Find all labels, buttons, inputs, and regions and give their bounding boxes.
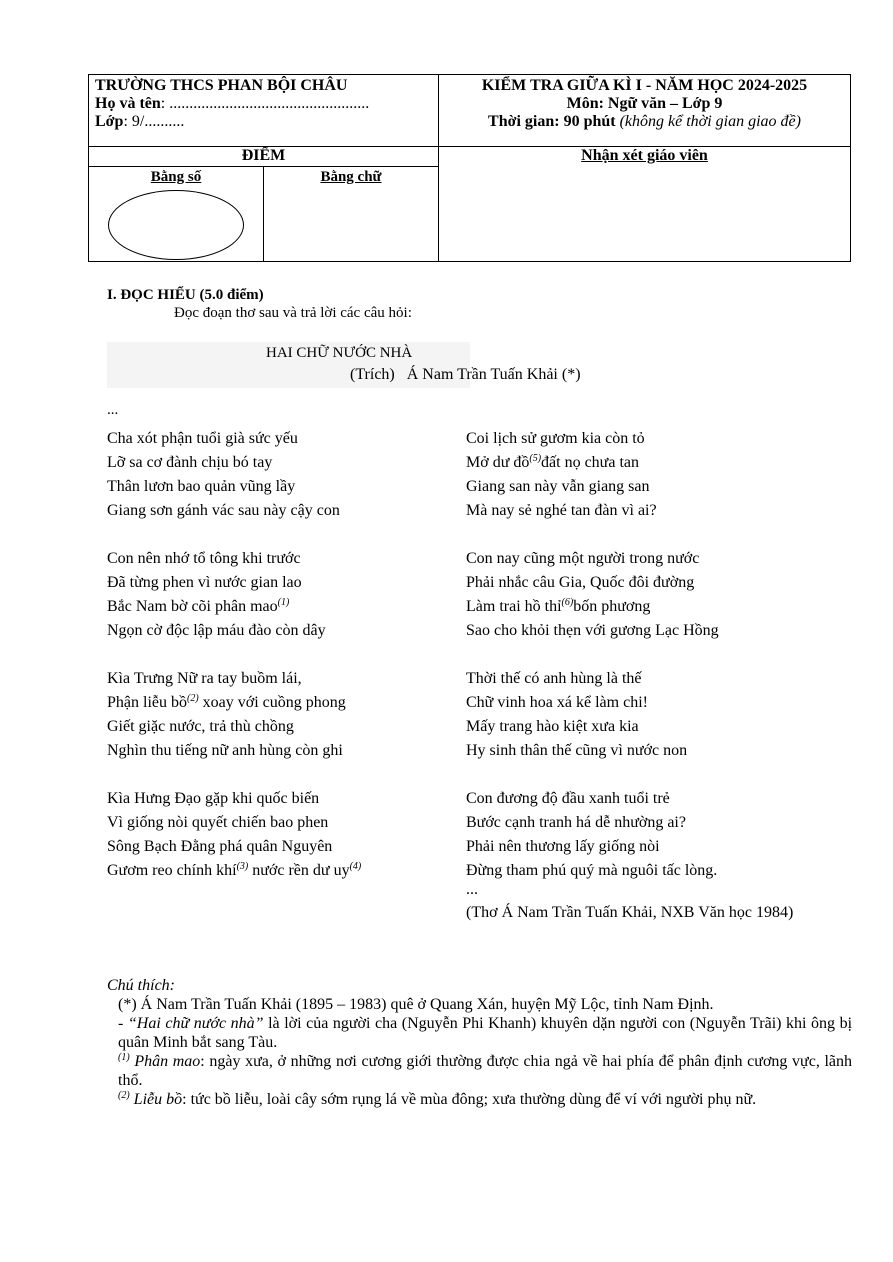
footnote-marker: (3) bbox=[236, 861, 249, 872]
section-instruction: Đọc đoạn thơ sau và trả lời các câu hỏi: bbox=[174, 305, 412, 321]
poem-line: Mà nay sẻ nghé tan đàn vì ai? bbox=[466, 502, 657, 519]
footnote-marker: (2) bbox=[118, 1090, 130, 1101]
score-words-label: Bằng chữ bbox=[320, 169, 382, 185]
exam-time-note: (không kể thời gian giao đề) bbox=[619, 113, 801, 130]
poem-line: Lỡ sa cơ đành chịu bó tay bbox=[107, 454, 273, 471]
exam-info-cell bbox=[439, 75, 851, 147]
footnote-title bbox=[107, 1014, 852, 1052]
poem-line: Ngọn cờ độc lập máu đào còn dây bbox=[107, 622, 326, 639]
poem-line bbox=[466, 595, 719, 619]
footnote-author: (*) Á Nam Trần Tuấn Khải (1895 – 1983) quê ở Quang Xán, huyện Mỹ Lộc, tỉnh Nam Định. bbox=[118, 996, 714, 1013]
footnote-term: Phân mao bbox=[129, 1053, 201, 1070]
poem-line: Phải nhắc câu Gia, Quốc đôi đường bbox=[466, 574, 695, 591]
footnote-marker: (4) bbox=[349, 861, 362, 872]
poem-line: Phải nên thương lấy giống nòi bbox=[466, 838, 660, 855]
poem-left-column bbox=[107, 427, 361, 907]
poem-stanza bbox=[107, 787, 361, 883]
poem-line: Giang san này vẫn giang san bbox=[466, 478, 650, 495]
poem-stanza bbox=[466, 667, 719, 763]
poem-stanza bbox=[107, 427, 361, 523]
exam-subject: Môn: Ngữ văn – Lớp 9 bbox=[566, 95, 723, 112]
poem-start-ellipsis: ... bbox=[107, 402, 119, 418]
teacher-comment-cell[interactable] bbox=[439, 147, 851, 262]
poem-line: Thời thế có anh hùng là thế bbox=[466, 670, 642, 687]
score-header: ĐIỂM bbox=[89, 147, 439, 167]
poem-stanza bbox=[466, 547, 719, 643]
poem-line-text: đất nọ chưa tan bbox=[541, 454, 639, 471]
poem-line: Coi lịch sử gươm kia còn tỏ bbox=[466, 430, 645, 447]
poem-stanza bbox=[107, 547, 361, 643]
poem-line: Con nay cũng một người trong nước bbox=[466, 550, 700, 567]
poem-author: (Trích) Á Nam Trần Tuấn Khải (*) bbox=[350, 366, 581, 383]
footnote-text: : tức bồ liễu, loài cây sớm rụng lá về mùa đông; xưa thường dùng để ví với người phụ nữ. bbox=[182, 1091, 757, 1108]
student-class-field[interactable]: : 9/.......... bbox=[123, 113, 185, 130]
poem-end-ellipsis: ... bbox=[466, 881, 478, 898]
poem-right-column bbox=[466, 427, 719, 897]
footnote-poem-title: “Hai chữ nước nhà” bbox=[127, 1015, 264, 1032]
poem-line-text: Bắc Nam bờ cõi phân mao bbox=[107, 598, 278, 615]
score-number-cell[interactable] bbox=[89, 167, 264, 262]
poem-line: Giết giặc nước, trả thù chồng bbox=[107, 718, 294, 735]
footnote-text: : ngày xưa, ở những nơi cương giới thường được chia ngả về hai phía để phân định cương vực, lãnh thổ. bbox=[118, 1053, 852, 1089]
poem-line-text: nước rền dư uy bbox=[248, 862, 350, 879]
poem-line: Chữ vinh hoa xá kể làm chi! bbox=[466, 694, 648, 711]
poem-line-text: Gươm reo chính khí bbox=[107, 862, 237, 879]
poem-line-text: Phận liễu bồ bbox=[107, 694, 187, 711]
footnote-dash: - bbox=[118, 1015, 128, 1032]
school-info-cell bbox=[89, 75, 439, 147]
footnote-marker: (2) bbox=[187, 693, 199, 704]
student-name-label: Họ và tên bbox=[95, 95, 161, 112]
teacher-comment-label: Nhận xét giáo viên bbox=[581, 147, 708, 164]
poem-line: Đừng tham phú quý mà nguôi tấc lòng. bbox=[466, 862, 718, 879]
score-words-cell[interactable] bbox=[264, 167, 439, 262]
footnote-marker: (1) bbox=[118, 1052, 130, 1063]
footnote-2 bbox=[107, 1090, 852, 1109]
poem-line: Hy sinh thân thế cũng vì nước non bbox=[466, 742, 688, 759]
poem-line bbox=[107, 859, 361, 883]
footnotes bbox=[107, 976, 852, 1109]
footnote-1 bbox=[107, 1052, 852, 1090]
poem-line: Bước cạnh tranh há dễ nhường ai? bbox=[466, 814, 686, 831]
footnote-marker: (6) bbox=[561, 597, 574, 608]
score-oval[interactable] bbox=[108, 190, 244, 260]
poem-line: Nghìn thu tiếng nữ anh hùng còn ghi bbox=[107, 742, 343, 759]
poem-line bbox=[107, 691, 361, 715]
score-number-label: Bằng số bbox=[150, 169, 202, 185]
poem-line-text: bốn phương bbox=[573, 598, 651, 615]
poem-line: Mấy trang hào kiệt xưa kia bbox=[466, 718, 639, 735]
poem-line: Sông Bạch Đằng phá quân Nguyên bbox=[107, 838, 333, 855]
poem-line: Con nên nhớ tổ tông khi trước bbox=[107, 550, 301, 567]
poem-line: Đã từng phen vì nước gian lao bbox=[107, 574, 302, 591]
poem-line: Kìa Trưng Nữ ra tay buồm lái, bbox=[107, 670, 302, 687]
footnote-title-text: là lời của người cha (Nguyễn Phi Khanh) khuyên dặn người con (Nguyễn Trãi) khi ông bị quân Minh bắt sang Tàu. bbox=[118, 1015, 853, 1051]
poem-line: Cha xót phận tuổi già sức yếu bbox=[107, 430, 298, 447]
poem-line-text: xoay với cuồng phong bbox=[198, 694, 346, 711]
student-name-field[interactable]: : .................................................. bbox=[160, 95, 370, 112]
exam-title: KIỂM TRA GIỮA KÌ I - NĂM HỌC 2024-2025 bbox=[481, 77, 808, 94]
footnote-marker: (5) bbox=[529, 453, 542, 464]
poem-line bbox=[107, 595, 361, 619]
poem-source: (Thơ Á Nam Trần Tuấn Khải, NXB Văn học 1984) bbox=[466, 904, 794, 921]
footnotes-heading: Chú thích: bbox=[107, 977, 175, 994]
poem-line-text: Mở dư đồ bbox=[466, 454, 530, 471]
student-name-row bbox=[95, 95, 432, 113]
poem-line: Thân lươn bao quản vũng lầy bbox=[107, 478, 296, 495]
poem-line: Giang sơn gánh vác sau này cậy con bbox=[107, 502, 340, 519]
section-title: I. ĐỌC HIỂU (5.0 điểm) bbox=[107, 287, 264, 303]
poem-stanza bbox=[107, 667, 361, 763]
poem-line: Kìa Hưng Đạo gặp khi quốc biến bbox=[107, 790, 320, 807]
exam-time bbox=[445, 113, 844, 131]
student-class-label: Lớp bbox=[95, 113, 124, 130]
student-class-row bbox=[95, 113, 432, 131]
exam-header-table bbox=[88, 74, 851, 262]
poem-line: Sao cho khỏi thẹn với gương Lạc Hồng bbox=[466, 622, 719, 639]
poem-stanza bbox=[466, 427, 719, 523]
school-name: TRƯỜNG THCS PHAN BỘI CHÂU bbox=[95, 77, 348, 94]
footnote-term: Liễu bồ bbox=[129, 1091, 183, 1108]
poem-line: Vì giống nòi quyết chiến bao phen bbox=[107, 814, 329, 831]
poem-stanza bbox=[466, 787, 719, 897]
poem-line: Con đương độ đầu xanh tuổi trẻ bbox=[466, 790, 670, 807]
poem-line bbox=[466, 451, 719, 475]
poem-title: HAI CHỮ NƯỚC NHÀ bbox=[266, 345, 413, 361]
exam-time-label: Thời gian: 90 phút bbox=[488, 113, 616, 130]
poem-line-text: Làm trai hồ thỉ bbox=[466, 598, 562, 615]
footnote-marker: (1) bbox=[277, 597, 290, 608]
